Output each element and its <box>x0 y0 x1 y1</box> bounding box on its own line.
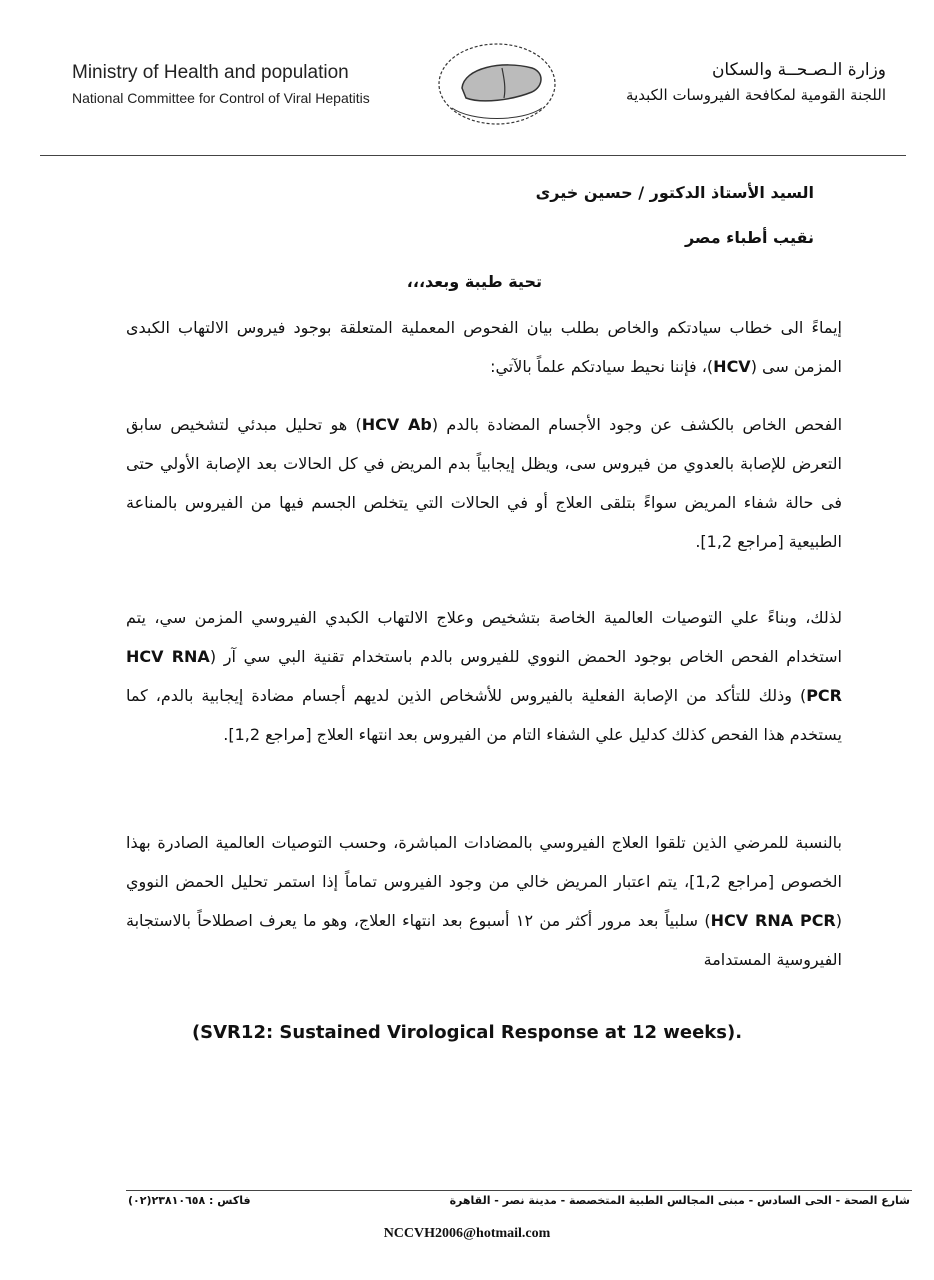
committee-name-arabic: اللجنة القومية لمكافحة الفيروسات الكبدية <box>626 86 886 104</box>
hcv-term: HCV <box>713 357 751 376</box>
hcv-ab-term: HCV Ab <box>361 415 432 434</box>
committee-name-english: National Committee for Control of Viral Hepatitis <box>72 90 370 106</box>
paragraph-2-text-c: ) هو تحليل مبدئي لتشخيص سابق التعرض للإصابة بالعدوي من فيروس سى، ويظل إيجابياً بدم المريض في كل الحالات بعد الإصابة الأولي حتى فى حالة شفاء المريض سواءً بتلقى العلاج أو في الحالات التي يتخلص الجسم فيها من الفيروس بالمناعة الطبيعية [مراجع 1,2]. <box>126 415 842 551</box>
paragraph-3-text-a: لذلك، وبناءً علي التوصيات العالمية الخاصة بتشخيص وعلاج الالتهاب الكبدي الفيروسي المزمن سي، يتم استخدام الفحص الخاص بوجود الحمض النووي للفيروس بالدم باستخدام تقنية البي سي آر ( <box>126 608 842 666</box>
addressee-title: نقيب أطباء مصر <box>684 228 814 247</box>
paragraph-4 <box>126 823 842 979</box>
paragraph-4-text-c: ) سلبياً بعد مرور أكثر من ١٢ أسبوع بعد انتهاء العلاج، وهو ما يعرف اصطلاحاً بالاستجابة الفيروسية المستدامة <box>126 911 842 969</box>
footer-divider <box>126 1190 912 1191</box>
svr12-definition: (SVR12: Sustained Virological Response at 12 weeks). <box>191 1022 743 1043</box>
paragraph-1-text-a: إيماءً الى خطاب سيادتكم والخاص بطلب بيان الفحوص المعملية المتعلقة بوجود فيروس الالتهاب الكبدى المزمن سى ( <box>126 318 842 376</box>
footer-email: NCCVH2006@hotmail.com <box>383 1226 551 1241</box>
paragraph-4-text-a: بالنسبة للمرضي الذين تلقوا العلاج الفيروسي بالمضادات المباشرة، وحسب التوصيات العالمية الصادرة بهذا الخصوص [مراجع 1,2]، يتم اعتبار المريض خالي من وجود الفيروس تماماً إذا استمر تحليل الحمض النووي ( <box>126 833 843 930</box>
hcv-rna-pcr-term-2: HCV RNA PCR <box>710 911 836 930</box>
paragraph-3-text-c: ) وذلك للتأكد من الإصابة الفعلية بالفيروس للأشخاص الذين لديهم أجسام مضادة إيجابية بالدم، كما يستخدم هذا الفحص كذلك كدليل علي الشفاء التام من الفيروس بعد انتهاء العلاج [مراجع 1,2]. <box>126 686 842 744</box>
header-divider <box>40 155 906 156</box>
footer-address: شارع الصحة - الحى السادس - مبنى المجالس الطبية المتخصصة - مدينة نصر - القاهرة <box>449 1194 910 1207</box>
paragraph-2 <box>126 405 842 561</box>
footer-fax: فاكس : ٢٣٨١٠٦٥٨(٠٢) <box>128 1194 251 1207</box>
paragraph-3 <box>126 598 842 754</box>
ministry-name-english: Ministry of Health and population <box>72 62 349 83</box>
paragraph-2-text-a: الفحص الخاص بالكشف عن وجود الأجسام المضادة بالدم ( <box>431 415 843 434</box>
ministry-name-arabic: وزارة الـصـحــة والسكان <box>711 60 886 80</box>
addressee: السيد الأستاذ الدكتور / حسين خيرى <box>535 183 814 202</box>
arabic-header <box>526 60 886 104</box>
paragraph-1-text-c: )، فإننا نحيط سيادتكم علماً بالآتي: <box>490 357 714 376</box>
hcv-rna-pcr-term: HCV RNA PCR <box>126 647 842 705</box>
greeting: تحية طيبة وبعد،،، <box>406 272 542 291</box>
english-header <box>72 62 452 106</box>
paragraph-1 <box>126 308 842 386</box>
